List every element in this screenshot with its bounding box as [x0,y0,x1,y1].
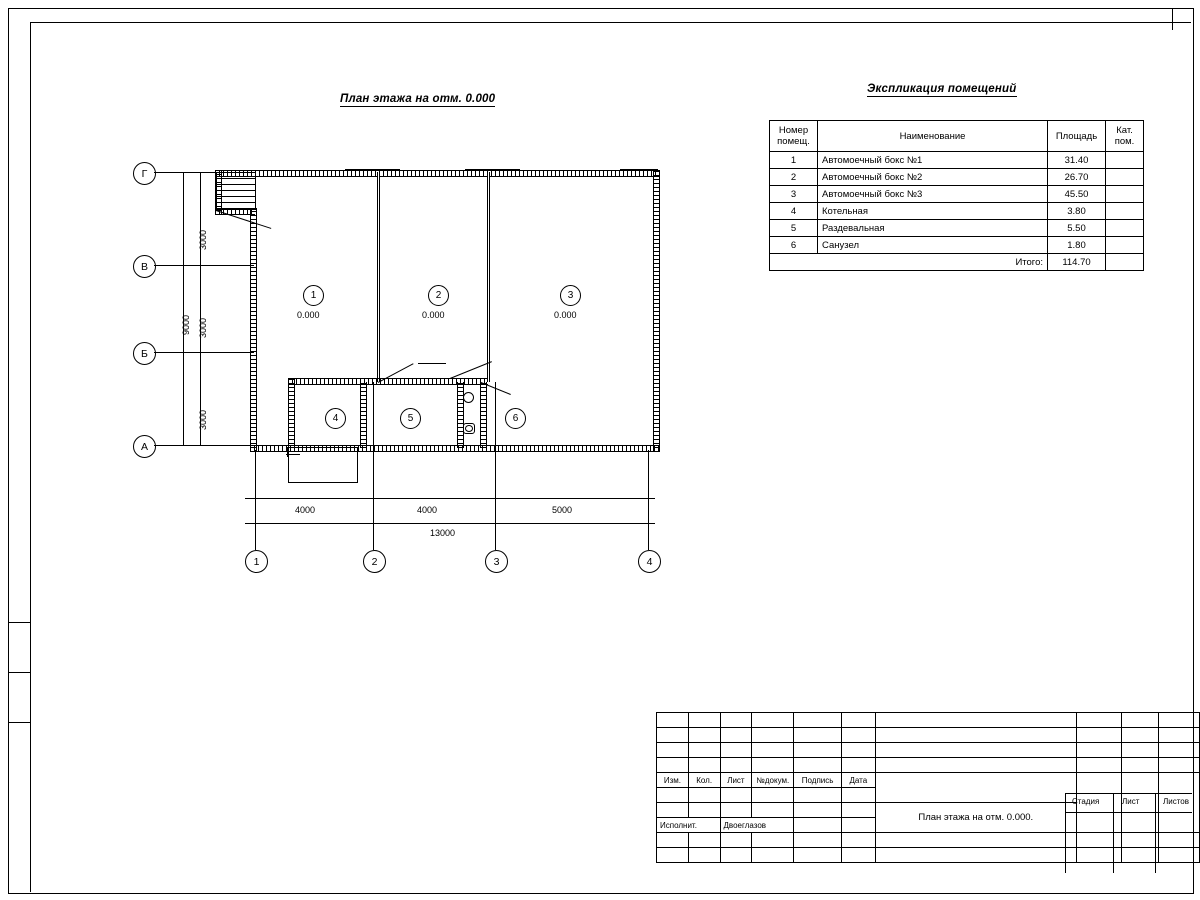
cell-area: 26.70 [1048,169,1106,186]
partition-room4-room5 [360,382,367,448]
dim-horizontal-total: 13000 [430,528,456,538]
dim-tick [178,352,204,353]
dim-chain-vertical-outer [183,172,184,445]
dim-horizontal-2: 4000 [417,505,438,515]
cell-name: Раздевальная [818,220,1048,237]
axis-line-G [154,172,254,173]
cell-area: 1.80 [1048,237,1106,254]
room-marker-2: 2 [428,285,449,306]
toilet-bowl-icon [465,425,473,432]
stamp-col-data: Дата [841,773,875,788]
leader-line-1b [418,363,446,364]
dim-tick [178,265,204,266]
stamp-divider-v [1113,793,1114,873]
header-name: Наименование [818,121,1048,152]
stamp-executor-label: Исполнит. [657,818,721,833]
cell-name: Автомоечный бокс №2 [818,169,1048,186]
stamp-drawing-name: План этажа на отм. 0.000. [875,803,1076,833]
plan-title: План этажа на отм. 0.000 [340,93,496,105]
room-marker-4: 4 [325,408,346,429]
cell-area: 31.40 [1048,152,1106,169]
floor-plan [120,120,740,600]
stamp-col-podpis: Подпись [794,773,842,788]
cell-name: Автомоечный бокс №1 [818,152,1048,169]
header-number-line2: помещ. [777,136,810,147]
cell-kat [1106,152,1144,169]
total-value: 114.70 [1048,254,1106,271]
leader-line-2 [450,361,492,379]
stamp-stage-label: Стадия [1072,797,1100,806]
wall-exterior-left [250,208,257,452]
stamp-row [657,848,1200,863]
opening-top-3 [620,169,658,171]
total-label: Итого: [770,254,1048,271]
dim-vertical-2: 3000 [198,317,208,338]
stamp-col-ndok: №докум. [752,773,794,788]
axis-marker-G: Г [133,162,156,185]
dim-vertical-total: 9000 [181,314,191,335]
dim-horizontal-1: 4000 [295,505,316,515]
cell-kat [1106,237,1144,254]
room-marker-3: 3 [560,285,581,306]
stamp-col-list: Лист [720,773,752,788]
axis-line-V [154,265,254,266]
header-number [770,121,818,152]
table-row [770,220,1144,237]
cell-number: 1 [770,152,818,169]
dim-chain-horizontal-inner [245,498,655,499]
axis-marker-4: 4 [638,550,661,573]
porch-arrow [286,454,300,455]
cell-area: 45.50 [1048,186,1106,203]
stamp-divider-v [1065,793,1066,873]
stamp-col-kol: Кол. [688,773,720,788]
dim-chain-vertical-inner [200,172,201,445]
stamp-col-izm: Изм. [657,773,689,788]
dim-vertical-3: 3000 [198,409,208,430]
porch-arrow-v [287,447,288,457]
cell-number: 2 [770,169,818,186]
stamp-row [657,728,1200,743]
total-kat [1106,254,1144,271]
room-level-2: 0.000 [422,310,445,320]
opening-top-2 [465,169,520,171]
stamp-row [657,713,1200,728]
cell-number: 5 [770,220,818,237]
dim-vertical-1: 3000 [198,229,208,250]
cell-number: 4 [770,203,818,220]
dim-chain-horizontal-outer [245,523,655,524]
table-row [770,237,1144,254]
wall-service-right [480,382,487,448]
axis-line-B [154,352,254,353]
stamp-header-row [657,773,1200,788]
cell-number: 3 [770,186,818,203]
dim-tick [178,172,204,173]
table-row [770,186,1144,203]
header-kat [1106,121,1144,152]
exploitation-title: Экспликация помещений [867,83,1017,95]
room-marker-5: 5 [400,408,421,429]
header-number-line1: Номер [778,125,809,136]
stamp-row [657,743,1200,758]
title-block [656,712,1200,863]
table-row [770,152,1144,169]
dim-tick [178,445,204,446]
room-marker-1: 1 [303,285,324,306]
dim-tick [373,492,374,528]
stamp-row [657,833,1200,848]
margin-tick [8,672,30,673]
cell-area: 3.80 [1048,203,1106,220]
porch-outline [288,447,358,483]
dim-horizontal-3: 5000 [552,505,573,515]
cell-name: Котельная [818,203,1048,220]
margin-tick [8,722,30,723]
margin-tick [1172,8,1192,9]
cell-name: Автомоечный бокс №3 [818,186,1048,203]
axis-marker-B: Б [133,342,156,365]
table-row [770,203,1144,220]
partition-room2-room3 [487,172,490,382]
stamp-row [657,758,1200,773]
cell-kat [1106,220,1144,237]
table-total-row [770,254,1144,271]
partition-room5-room6 [457,382,464,448]
cell-number: 6 [770,237,818,254]
stamp-sheets-label: Листов [1163,797,1189,806]
stamp-sheet-label: Лист [1122,797,1140,806]
header-kat-line1: Кат. [1116,125,1133,136]
room-level-3: 0.000 [554,310,577,320]
stamp-divider [1065,793,1192,794]
exploitation-table [769,120,1144,271]
wall-exterior-right [653,170,660,452]
sink-fixture-icon [463,392,474,403]
axis-marker-A: А [133,435,156,458]
stamp-divider [1065,812,1192,813]
stamp-divider-v [1155,793,1156,873]
room-level-1: 0.000 [297,310,320,320]
dim-tick [495,492,496,528]
stamp-executor-name: Двоеглазов [720,818,794,833]
entrance-stair [216,172,256,210]
table-row [770,169,1144,186]
wall-service-left [288,378,295,448]
margin-line [30,622,31,892]
cell-area: 5.50 [1048,220,1106,237]
cell-kat [1106,203,1144,220]
margin-line [1172,8,1173,30]
wall-exterior-top [215,170,660,177]
axis-marker-V: В [133,255,156,278]
partition-room1-room2 [377,172,380,382]
axis-marker-2: 2 [363,550,386,573]
opening-top-1 [345,169,400,171]
header-kat-line2: пом. [1114,136,1135,147]
table-header-row [770,121,1144,152]
cell-kat [1106,169,1144,186]
axis-marker-1: 1 [245,550,268,573]
cell-kat [1106,186,1144,203]
axis-marker-3: 3 [485,550,508,573]
axis-line-A [154,445,254,446]
dim-tick [648,492,649,528]
header-area: Площадь [1048,121,1106,152]
dim-tick [255,492,256,528]
room-marker-6: 6 [505,408,526,429]
margin-tick [8,622,30,623]
cell-name: Санузел [818,237,1048,254]
